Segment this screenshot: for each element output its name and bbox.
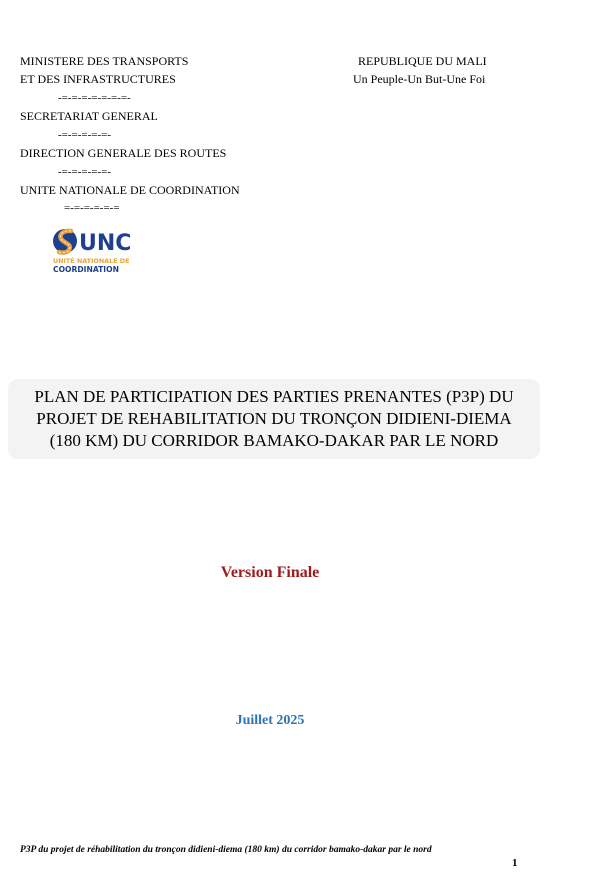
separator-3: -=-=-=-=-=- [58, 166, 111, 178]
version-label: Version Finale [220, 564, 320, 581]
document-title-box [8, 379, 540, 459]
unite-nationale: UNITE NATIONALE DE COORDINATION [20, 183, 240, 197]
ministry-line2: ET DES INFRASTRUCTURES [20, 72, 176, 86]
ministry-line1: MINISTERE DES TRANSPORTS [20, 54, 189, 68]
national-motto: Un Peuple-Un But-Une Foi [353, 72, 486, 86]
separator-4: =-=-=-=-=-= [64, 202, 120, 214]
separator-1: -=-=-=-=-=-=-=- [58, 92, 131, 104]
title-line-1: PLAN DE PARTICIPATION DES PARTIES PRENANTES (P3P) DU [34, 387, 514, 406]
unc-logo [52, 224, 142, 278]
logo-acronym: UNC [79, 231, 132, 256]
logo-subtitle-line1: UNITÉ NATIONALE DE [53, 257, 130, 265]
title-line-2: PROJET DE REHABILITATION DU TRONÇON DIDIENI-DIEMA [36, 409, 512, 428]
page-number: 1 [512, 857, 518, 869]
document-date: Juillet 2025 [235, 713, 305, 728]
road-s-icon [53, 229, 77, 253]
page-footer: P3P du projet de réhabilitation du tronçon didieni-diema (180 km) du corridor bamako-dakar par le nord [20, 845, 432, 855]
title-line-3: (180 KM) DU CORRIDOR BAMAKO-DAKAR PAR LE NORD [49, 431, 499, 450]
unc-logo-graphic [52, 224, 142, 278]
republic-title: REPUBLIQUE DU MALI [358, 54, 487, 68]
secretariat-general: SECRETARIAT GENERAL [20, 109, 158, 123]
logo-subtitle-line2: COORDINATION [53, 265, 119, 274]
separator-2: -=-=-=-=-=- [58, 129, 111, 141]
direction-generale: DIRECTION GENERALE DES ROUTES [20, 146, 227, 160]
